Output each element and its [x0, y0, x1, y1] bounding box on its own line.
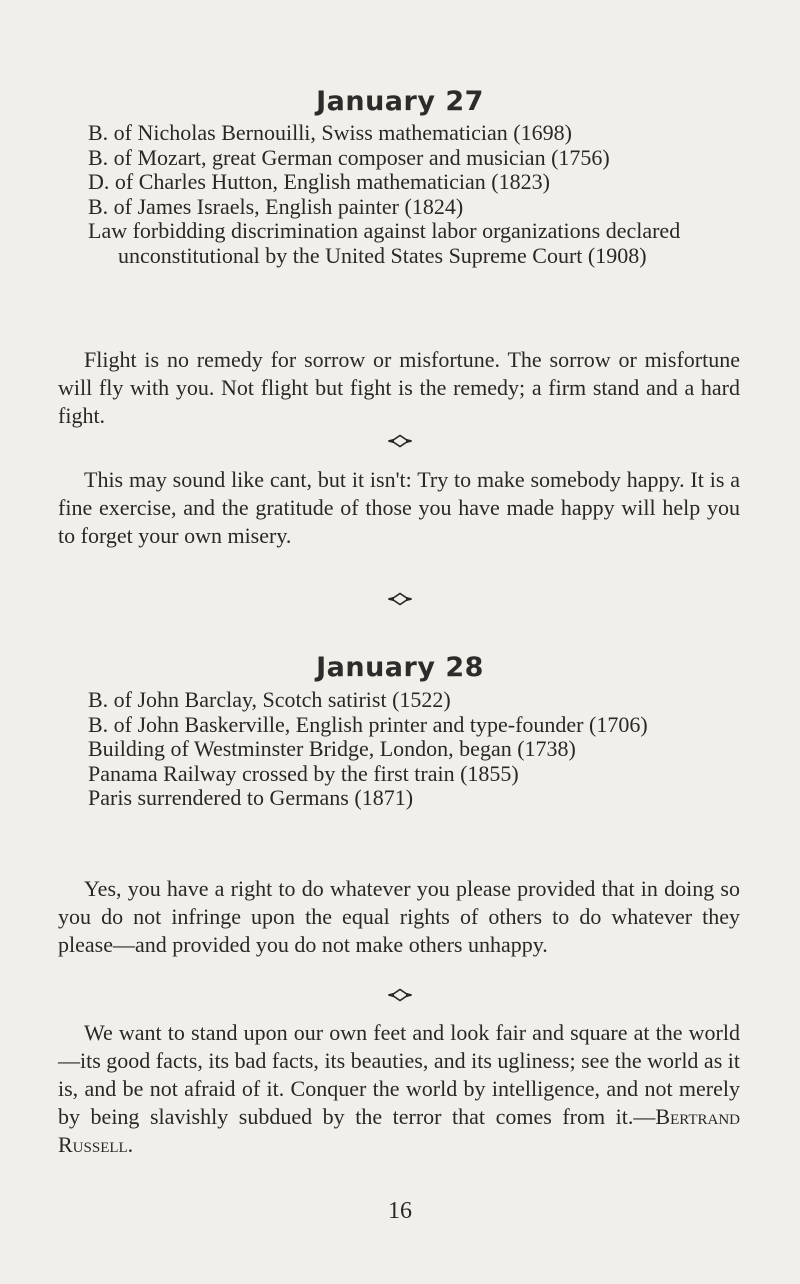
event-entry: B. of John Baskerville, English printer and type-founder (1706): [88, 711, 648, 737]
diamond-ornament-icon: [388, 434, 412, 448]
quote-paragraph: Flight is no remedy for sorrow or misfortune. The sorrow or misfortune will fly with you. Not flight but fight is the remedy; a firm stand and a hard fight.: [58, 347, 740, 428]
event-entry: Building of Westminster Bridge, London, began (1738): [88, 736, 576, 761]
event-entry: Paris surrendered to Germans (1871): [88, 785, 414, 810]
event-entry: Law forbidding discrimination against labor organizations declared unconstitutional by the United States Supreme Court (1908): [88, 218, 681, 268]
event-entry: B. of Mozart, great German composer and musician (1756): [88, 144, 610, 170]
event-entry: B. of James Israels, English painter (1824): [88, 193, 464, 219]
quote-paragraph: Yes, you have a right to do whatever you please provided that in doing so you do not infringe upon the equal rights of others to do whatever they please—and provided you do not make others unhappy.: [58, 876, 740, 957]
event-entry: B. of Nicholas Bernouilli, Swiss mathematician (1698): [88, 120, 572, 145]
section-heading-january-28: January 28: [316, 652, 484, 683]
event-entry: Panama Railway crossed by the first train (1855): [88, 760, 519, 786]
diamond-ornament-icon: [388, 592, 412, 606]
section-heading-january-27: January 27: [316, 86, 484, 117]
quote-attribution: Bertrand Russell.: [58, 1104, 740, 1157]
quote-text: We want to stand upon our own feet and look fair and square at the world—its good facts, its bad facts, its beauties, and its ugliness; see the world as it is, and be not afraid of it. Conquer the world by intelligence, and not merely by being slavishly subdued by the terror that comes from it.—: [58, 1020, 740, 1129]
quote-paragraph: This may sound like cant, but it isn't: Try to make somebody happy. It is a fine exercise, and the gratitude of those you have made happy will help you to forget your own misery.: [58, 467, 740, 548]
page-number: 16: [388, 1198, 412, 1224]
event-entry: D. of Charles Hutton, English mathematician (1823): [88, 169, 550, 194]
event-entry: B. of John Barclay, Scotch satirist (1522): [88, 687, 451, 712]
quote-paragraph-with-attribution: [58, 1019, 740, 1159]
events-list-january-28: [88, 688, 748, 811]
diamond-ornament-icon: [388, 988, 412, 1002]
events-list-january-27: [88, 121, 748, 268]
